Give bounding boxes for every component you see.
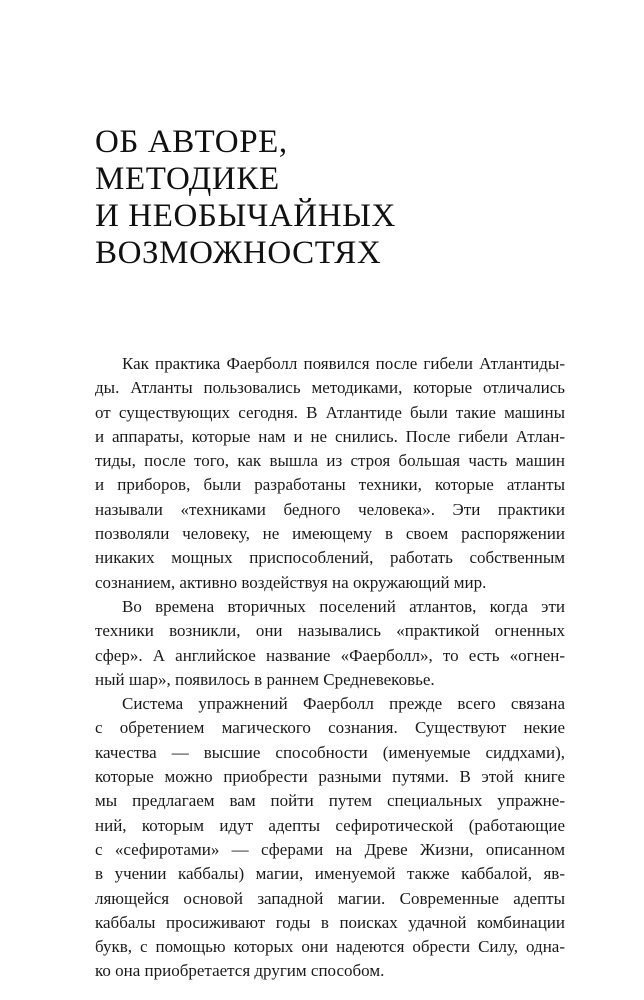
text-line: позволяли человеку, не имеющему в своем распоряжении: [95, 524, 565, 544]
text-line: и приборов, были разработаны техники, которые атланты: [95, 475, 565, 495]
text-line: ный шар», появилось в раннем Средневековье.: [95, 669, 435, 689]
chapter-title-line: ВОЗМОЖНОСТЯХ: [95, 235, 382, 271]
text-line: мы предлагаем вам пойти путем специальных упражне-: [95, 791, 565, 811]
text-line: Система упражнений Фаерболл прежде всего связана: [122, 694, 565, 714]
text-line: ды. Атланты пользовались методиками, которые отличались: [95, 378, 565, 398]
text-line: называли «техниками бедного человека». Эти практики: [95, 499, 565, 519]
text-line: сознанием, активно воздействуя на окружающий мир.: [95, 572, 487, 592]
text-line: техники возникли, они назывались «практикой огненных: [95, 621, 565, 641]
text-line: сфер». А английское название «Фаерболл», то есть «огнен-: [95, 645, 565, 665]
text-line: от существующих сегодня. В Атлантиде были такие машины: [95, 402, 565, 422]
text-line: никаких мощных приспособлений, работать собственным: [95, 548, 565, 568]
text-line: и аппараты, которые нам и не снились. После гибели Атлан-: [95, 426, 565, 446]
text-line: букв, с помощью которых они надеются обрести Силу, одна-: [95, 937, 565, 957]
text-line: ко она приобретается другим способом.: [95, 961, 385, 981]
text-line: с «сефиротами» — сферами на Древе Жизни, описанном: [95, 839, 565, 859]
chapter-title: [95, 124, 565, 272]
text-line: Во времена вторичных поселений атлантов, когда эти: [122, 596, 565, 616]
text-line: качества — высшие способности (именуемые сиддхами),: [95, 742, 565, 762]
chapter-title-line: МЕТОДИКЕ: [95, 161, 280, 197]
text-line: Как практика Фаерболл появился после гибели Атлантиды-: [122, 354, 565, 373]
text-line: в учении каббалы) магии, именуемой также каббалой, яв-: [95, 864, 565, 884]
text-line: тиды, после того, как вышла из строя большая часть машин: [95, 451, 565, 471]
text-line: с обретением магического сознания. Существуют некие: [95, 718, 565, 738]
body-text: [95, 352, 565, 984]
text-line: которые можно приобрести разными путями. В этой книге: [95, 767, 565, 787]
chapter-title-line: ОБ АВТОРЕ,: [95, 124, 288, 160]
text-line: ляющейся основой западной магии. Современные адепты: [95, 888, 565, 908]
text-line: ний, которым идут адепты сефиротической (работающие: [95, 815, 565, 835]
text-line: каббалы просиживают годы в поисках удачной комбинации: [95, 912, 565, 932]
chapter-title-line: И НЕОБЫЧАЙНЫХ: [95, 198, 396, 234]
